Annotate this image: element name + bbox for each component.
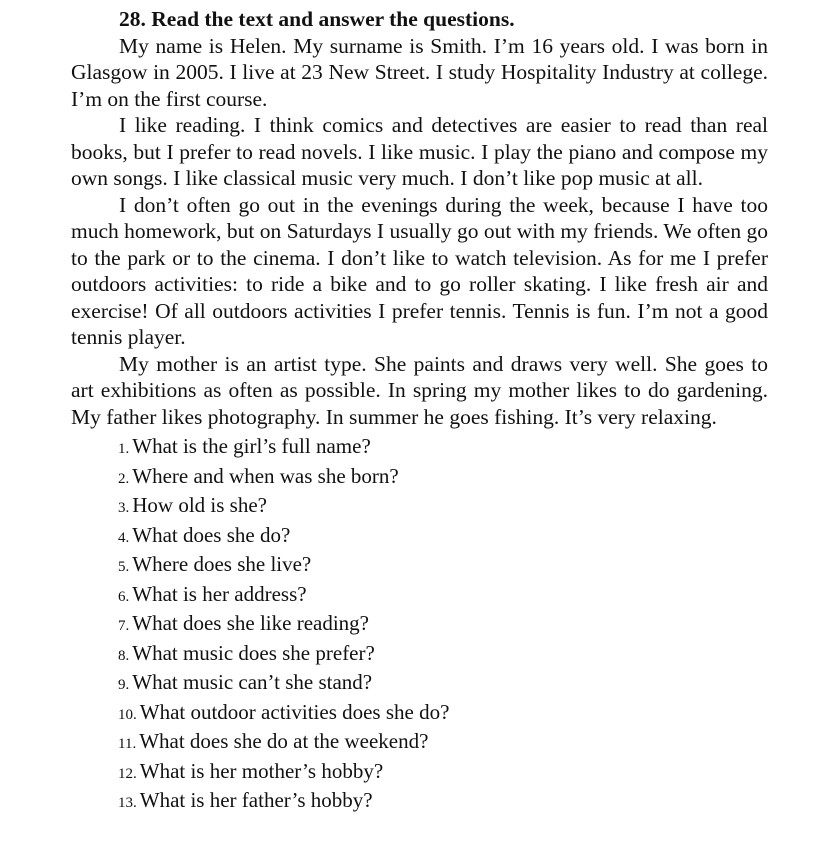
question-item [118,758,768,788]
question-number: 12. [118,765,137,782]
question-number: 5. [118,559,130,575]
question-item [118,433,768,463]
question-item [118,610,768,640]
question-number: 8. [118,647,130,664]
question-text: Where does she live? [132,552,312,576]
question-item [118,492,768,522]
question-number: 2. [118,470,130,487]
question-number: 13. [118,795,137,811]
question-text: What music can’t she stand? [132,670,373,694]
question-item [118,699,768,729]
paragraph-introduction: My name is Helen. My surname is Smith. I’m 16 years old. I was born in Glasgow in 2005. I live at 23 New Street. I study Hospitality Industry at college. I’m on the first course. [71,33,768,111]
exercise-title: 28. Read the text and answer the questions. [119,7,515,31]
question-number: 11. [118,736,137,752]
question-text: What is her address? [132,581,307,606]
question-number: 1. [118,441,130,457]
question-item [118,581,768,611]
paragraph-parents: My mother is an artist type. She paints and draws very well. She goes to art exhibitions as often as possible. In spring my mother likes to do gardening. My father likes photography. In summer he goes fishing. It’s very relaxing. [71,351,768,429]
question-text: How old is she? [132,493,267,517]
question-item [118,728,768,758]
question-text: Where and when was she born? [132,463,399,488]
paragraph-hobbies: I like reading. I think comics and detectives are easier to read than real books, but I prefer to read novels. I like music. I play the piano and compose my own songs. I like classical music very much. I don’t like pop music at all. [71,113,768,190]
question-text: What does she like reading? [132,611,369,635]
question-text: What is the girl’s full name? [132,434,371,458]
question-text: What does she do? [132,522,291,547]
question-text: What music does she prefer? [132,640,375,665]
question-number: 3. [118,500,130,516]
question-text: What does she do at the weekend? [139,729,429,753]
question-list [71,433,768,817]
question-item [118,463,768,493]
question-item [118,669,768,699]
question-number: 10. [118,706,137,723]
paragraph-free-time: I don’t often go out in the evenings during the week, because I have too much homework, but on Saturdays I usually go out with my friends. We often go to the park or to the cinema. I don’t like to watch television. As for me I prefer outdoors activities: to ride a bike and to go roller skating. I like fresh air and exercise! Of all outdoors activities I prefer tennis. Tennis is fun. I’m not a good tennis player. [71,192,768,349]
question-item [118,551,768,581]
question-number: 4. [118,529,130,546]
question-text: What is her father’s hobby? [139,788,373,812]
question-number: 6. [118,588,130,605]
question-number: 7. [118,618,130,634]
question-number: 9. [118,677,130,693]
document-page [71,6,768,817]
question-item [118,640,768,670]
question-item [118,787,768,817]
question-text: What is her mother’s hobby? [139,758,384,783]
question-item [118,522,768,552]
question-text: What outdoor activities does she do? [139,699,450,724]
